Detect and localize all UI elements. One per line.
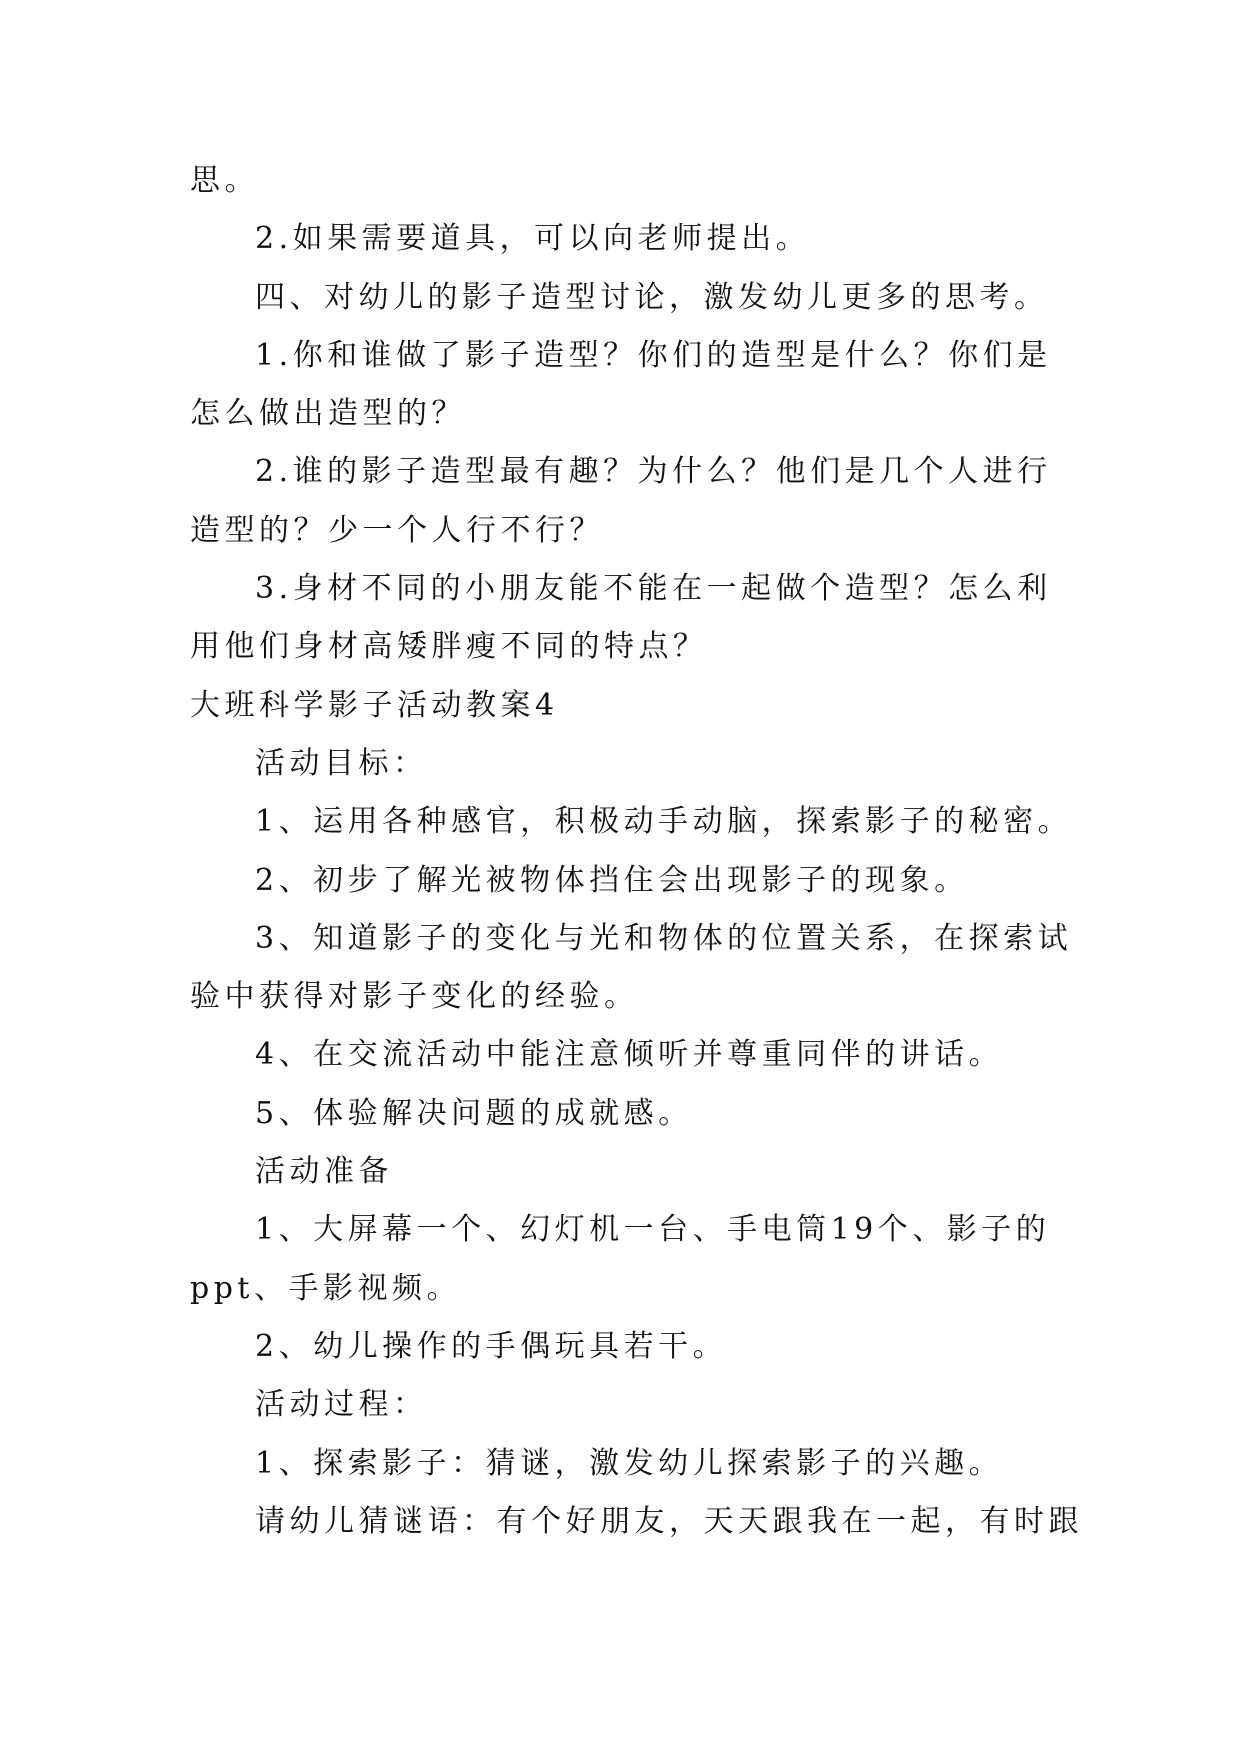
text-line: 2.谁的影子造型最有趣？为什么？他们是几个人进行 xyxy=(255,454,1052,490)
text-line: ppt、手影视频。 xyxy=(190,1270,461,1306)
text-line: 2.如果需要道具，可以向老师提出。 xyxy=(255,221,811,257)
text-line: 验中获得对影子变化的经验。 xyxy=(190,979,639,1015)
text-line: 用他们身材高矮胖瘦不同的特点？ xyxy=(190,629,708,665)
section-heading: 活动目标： xyxy=(255,745,428,781)
text-line: 3.身材不同的小朋友能不能在一起做个造型？怎么利 xyxy=(255,571,1052,607)
text-line: 5、体验解决问题的成就感。 xyxy=(255,1095,693,1131)
section-heading: 活动准备 xyxy=(255,1154,393,1190)
section-heading: 四、对幼儿的影子造型讨论，激发幼儿更多的思考。 xyxy=(255,279,1049,315)
text-line: 1、大屏幕一个、幻灯机一台、手电筒19个、影子的 xyxy=(255,1212,1051,1248)
text-line: 1、运用各种感官，积极动手动脑，探索影子的秘密。 xyxy=(255,804,1073,840)
text-line: 1.你和谁做了影子造型？你们的造型是什么？你们是 xyxy=(255,337,1052,373)
text-line: 造型的？少一个人行不行？ xyxy=(190,512,604,548)
document-title: 大班科学影子活动教案4 xyxy=(190,687,559,723)
text-line: 怎么做出造型的？ xyxy=(190,396,466,432)
text-line: 1、探索影子：猜谜，激发幼儿探索影子的兴趣。 xyxy=(255,1445,1004,1481)
text-line: 3、知道影子的变化与光和物体的位置关系，在探索试 xyxy=(255,920,1073,956)
section-heading: 活动过程： xyxy=(255,1387,428,1423)
document-body xyxy=(190,152,1083,1551)
text-line: 2、初步了解光被物体挡住会出现影子的现象。 xyxy=(255,862,969,898)
text-line: 4、在交流活动中能注意倾听并尊重同伴的讲话。 xyxy=(255,1037,1004,1073)
text-line: 请幼儿猜谜语：有个好朋友，天天跟我在一起，有时跟 xyxy=(255,1503,1083,1539)
text-line: 思。 xyxy=(190,163,259,198)
text-line: 2、幼儿操作的手偶玩具若干。 xyxy=(255,1328,728,1364)
